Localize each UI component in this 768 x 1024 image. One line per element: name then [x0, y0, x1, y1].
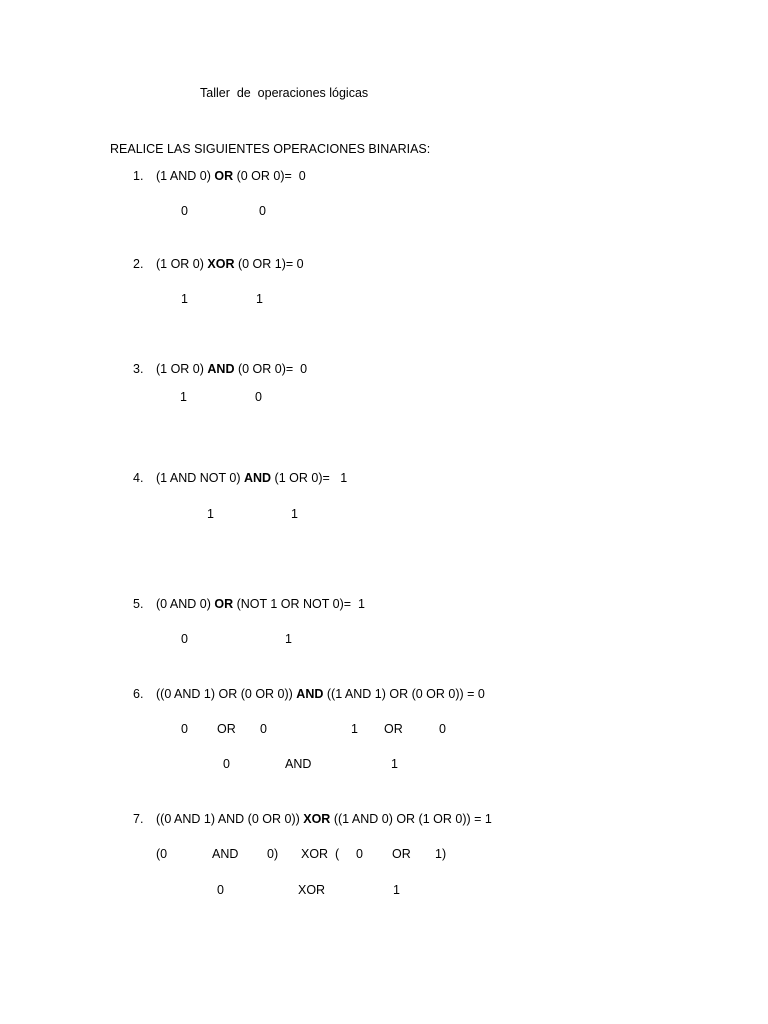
expression-right: (0 OR 0)= 0 [234, 362, 308, 376]
intermediate-value: 1 [180, 390, 187, 404]
intermediate-operator: OR [392, 847, 411, 861]
intermediate-value: 0 [439, 722, 446, 736]
intermediate-value: 0 [181, 204, 188, 218]
expression-right: (0 OR 1)= 0 [234, 257, 304, 271]
intermediate-operator: AND [212, 847, 239, 861]
intermediate-value: 0 [255, 390, 262, 404]
intermediate-value: 1 [351, 722, 358, 736]
instruction-text: REALICE LAS SIGUIENTES OPERACIONES BINARIAS: [110, 142, 431, 156]
result-operator: AND [285, 757, 312, 771]
intermediate-value: 0 [356, 847, 363, 861]
exercise-expression [156, 598, 365, 611]
result-value: 0 [223, 757, 230, 771]
expression-operator: OR [214, 597, 234, 611]
expression-operator: AND [296, 687, 324, 701]
expression-right: ((1 AND 1) OR (0 OR 0)) = 0 [323, 687, 485, 701]
intermediate-value: 1 [181, 292, 188, 306]
expression-operator: XOR [207, 257, 235, 271]
item-number: 7. [133, 812, 144, 826]
intermediate-value: 1 [207, 507, 214, 521]
intermediate-token: ( [335, 847, 340, 861]
exercise-expression [156, 813, 492, 826]
expression-operator: XOR [303, 812, 331, 826]
exercise-expression [156, 170, 306, 183]
expression-left: (1 AND NOT 0) [156, 471, 244, 485]
item-number: 1. [133, 169, 144, 183]
exercise-expression [156, 688, 485, 701]
item-number: 5. [133, 597, 144, 611]
intermediate-value: 0 [259, 204, 266, 218]
result-value: 0 [217, 883, 224, 897]
result-value: 1 [393, 883, 400, 897]
intermediate-operator: OR [217, 722, 236, 736]
expression-operator: AND [207, 362, 235, 376]
intermediate-token: 1) [435, 847, 447, 861]
expression-right: (1 OR 0)= 1 [271, 471, 348, 485]
intermediate-token: (0 [156, 847, 168, 861]
intermediate-token: 0) [267, 847, 279, 861]
expression-left: (1 OR 0) [156, 362, 208, 376]
expression-left: ((0 AND 1) OR (0 OR 0)) [156, 687, 297, 701]
exercise-expression [156, 472, 347, 485]
intermediate-value: 1 [256, 292, 263, 306]
item-number: 6. [133, 687, 144, 701]
intermediate-value: 1 [285, 632, 292, 646]
intermediate-value: 0 [260, 722, 267, 736]
result-value: 1 [391, 757, 398, 771]
expression-left: (1 OR 0) [156, 257, 208, 271]
expression-left: (0 AND 0) [156, 597, 215, 611]
intermediate-operator: OR [384, 722, 403, 736]
exercise-expression [156, 258, 304, 271]
expression-right: (NOT 1 OR NOT 0)= 1 [233, 597, 365, 611]
expression-right: ((1 AND 0) OR (1 OR 0)) = 1 [330, 812, 492, 826]
item-number: 2. [133, 257, 144, 271]
exercise-expression [156, 363, 307, 376]
intermediate-value: 1 [291, 507, 298, 521]
intermediate-value: 0 [181, 632, 188, 646]
document-title: Taller de operaciones lógicas [200, 86, 369, 100]
item-number: 4. [133, 471, 144, 485]
expression-operator: OR [214, 169, 234, 183]
expression-right: (0 OR 0)= 0 [233, 169, 306, 183]
result-operator: XOR [298, 883, 326, 897]
item-number: 3. [133, 362, 144, 376]
expression-left: ((0 AND 1) AND (0 OR 0)) [156, 812, 304, 826]
intermediate-value: 0 [181, 722, 188, 736]
expression-operator: AND [243, 471, 272, 485]
intermediate-operator: XOR [301, 847, 329, 861]
expression-left: (1 AND 0) [156, 169, 215, 183]
